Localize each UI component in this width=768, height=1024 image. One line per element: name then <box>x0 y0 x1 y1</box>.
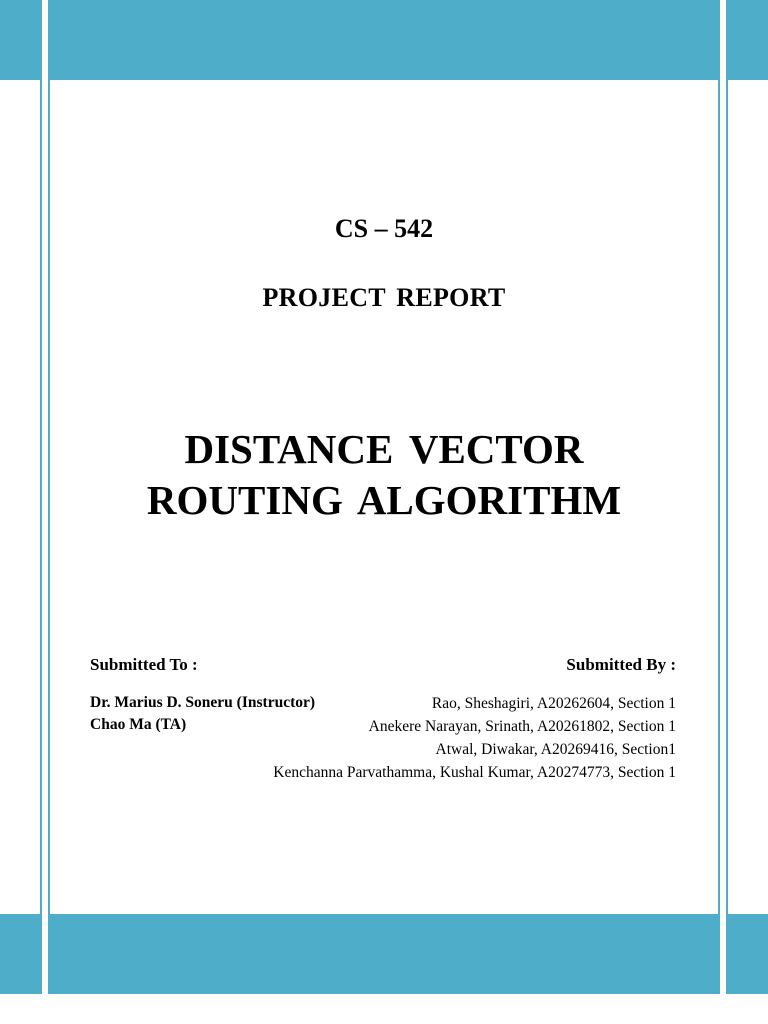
student-name: Kenchanna Parvathamma, Kushal Kumar, A20274773, Section 1 <box>273 764 676 781</box>
bottom-left-band <box>0 914 40 994</box>
student-name: Anekere Narayan, Srinath, A20261802, Section 1 <box>368 718 676 735</box>
student-name: Rao, Sheshagiri, A20262604, Section 1 <box>431 695 676 712</box>
ta-name: Chao Ma (TA) <box>90 716 187 733</box>
bottom-right-band <box>728 914 768 994</box>
document-title <box>0 424 768 526</box>
instructor-name: Dr. Marius D. Soneru (Instructor) <box>90 694 316 711</box>
report-type: PROJECT REPORT <box>262 283 506 312</box>
top-center-band <box>50 0 718 80</box>
submitted-to-label: Submitted To : <box>90 655 198 674</box>
student-name: Atwal, Diwakar, A20269416, Section1 <box>435 741 676 758</box>
top-right-band <box>728 0 768 80</box>
submitted-by-list <box>273 692 676 784</box>
bottom-center-band <box>50 914 718 994</box>
submitted-by-label: Submitted By : <box>566 655 676 674</box>
course-code: CS – 542 <box>334 214 434 243</box>
top-left-band <box>0 0 40 80</box>
title-line-1: DISTANCE VECTOR <box>184 426 584 472</box>
title-line-2: ROUTING ALGORITHM <box>146 477 622 523</box>
